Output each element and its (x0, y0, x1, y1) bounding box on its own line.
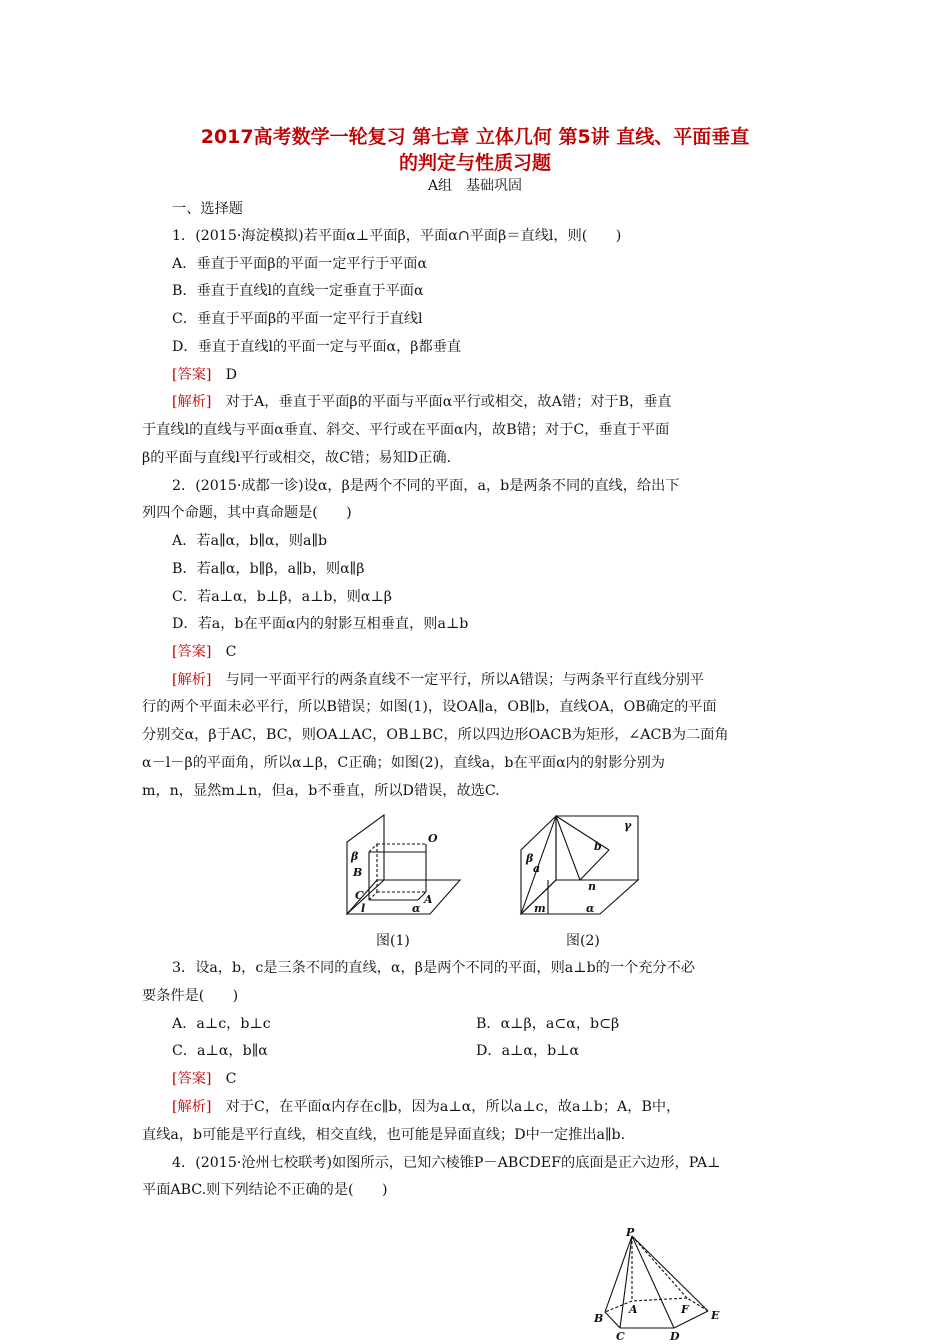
q2-option-b: B．若a∥α，b∥β，a∥b，则α∥β (172, 561, 365, 577)
pyr-label-e: E (711, 1309, 720, 1322)
q3-analysis-line1 (172, 1097, 680, 1117)
q3-stem-line2: 要条件是( ) (142, 988, 239, 1004)
fig1-label-alpha: α (412, 902, 421, 915)
fig2-label-beta: β (526, 852, 534, 865)
q1-answer (172, 365, 237, 385)
fig2-label-alpha: α (586, 902, 595, 915)
fig2-caption: 图(2) (566, 933, 600, 949)
figure-2 (514, 810, 644, 920)
q2-analysis-line4: α－l－β的平面角，所以α⊥β，C正确；如图(2)，直线a，b在平面α内的射影分别为 (142, 755, 665, 771)
analysis-tag: [解析] (172, 1099, 212, 1115)
figure-pyramid (590, 1226, 730, 1344)
fig1-label-a: A (424, 893, 433, 906)
doc-subtitle: A组 基础巩固 (427, 178, 523, 194)
fig2-label-n: n (588, 880, 596, 893)
analysis-text: 与同一平面平行的两条直线不一定平行，所以A错误；与两条平行直线分别平 (225, 672, 705, 688)
q2-option-d: D．若a，b在平面α内的射影互相垂直，则a⊥b (172, 616, 469, 632)
fig2-label-b: b (594, 840, 602, 853)
fig2-label-m: m (534, 902, 546, 915)
answer-value: C (225, 1071, 237, 1087)
q1-option-a: A．垂直于平面β的平面一定平行于平面α (172, 256, 428, 272)
fig1-label-o: O (428, 832, 438, 845)
q3-option-c: C．a⊥α，b∥α (172, 1043, 268, 1059)
pyr-label-f: F (681, 1303, 689, 1316)
pyr-label-c: C (616, 1330, 625, 1343)
fig2-label-gamma: γ (624, 819, 632, 832)
q3-option-d: D．a⊥α，b⊥α (476, 1043, 580, 1059)
q1-option-d: D．垂直于直线l的平面一定与平面α，β都垂直 (172, 339, 462, 355)
pyr-label-b: B (594, 1312, 604, 1325)
answer-tag: [答案] (172, 367, 212, 383)
q3-option-a: A．a⊥c，b⊥c (172, 1016, 271, 1032)
answer-tag: [答案] (172, 1071, 212, 1087)
fig1-label-beta: β (351, 850, 359, 863)
analysis-tag: [解析] (172, 672, 212, 688)
fig1-label-c: C (355, 889, 364, 902)
q3-answer (172, 1069, 237, 1089)
analysis-text: 对于C，在平面α内存在c∥b，因为a⊥α，所以a⊥c，故a⊥b；A，B中， (225, 1099, 681, 1115)
q3-option-b: B．α⊥β，a⊂α，b⊂β (476, 1016, 620, 1032)
q3-analysis-line2: 直线a，b可能是平行直线，相交直线，也可能是异面直线；D中一定推出a∥b. (142, 1127, 626, 1143)
q4-stem-line2: 平面ABC.则下列结论不正确的是( ) (142, 1182, 388, 1198)
q2-analysis-line2: 行的两个平面未必平行，所以B错误；如图(1)，设OA∥a，OB∥b，直线OA，OB确定的平面 (142, 699, 717, 715)
q4-stem-line1: 4．(2015·沧州七校联考)如图所示，已知六棱锥P－ABCDEF的底面是正六边形，PA⊥ (172, 1155, 721, 1171)
q2-answer (172, 642, 237, 662)
q2-option-a: A．若a∥α，b∥α，则a∥b (172, 533, 328, 549)
q2-analysis-line3: 分别交α，β于AC，BC，则OA⊥AC，OB⊥BC，所以四边形OACB为矩形，∠ACB为二面角 (142, 727, 729, 743)
fig2-label-a: a (533, 862, 541, 875)
answer-value: D (225, 367, 238, 383)
q1-stem: 1．(2015·海淀模拟)若平面α⊥平面β，平面α∩平面β＝直线l，则( ) (172, 228, 622, 244)
q1-option-c: C．垂直于平面β的平面一定平行于直线l (172, 311, 423, 327)
doc-title-line2: 的判定与性质习题 (398, 152, 551, 174)
q1-analysis-line3: β的平面与直线l平行或相交，故C错；易知D正确. (142, 450, 452, 466)
q3-stem-line1: 3．设a，b，c是三条不同的直线，α，β是两个不同的平面，则a⊥b的一个充分不必 (172, 960, 695, 976)
doc-title-line1: 2017高考数学一轮复习 第七章 立体几何 第5讲 直线、平面垂直 (200, 126, 750, 148)
fig1-caption: 图(1) (376, 933, 410, 949)
q2-analysis-line5: m，n，显然m⊥n，但a，b不垂直，所以D错误，故选C. (142, 783, 500, 799)
figure-1 (340, 812, 464, 918)
analysis-tag: [解析] (172, 394, 212, 410)
fig1-label-b: B (353, 866, 363, 879)
answer-tag: [答案] (172, 644, 212, 660)
q2-stem-line2: 列四个命题，其中真命题是( ) (142, 505, 352, 521)
pyr-label-d: D (670, 1330, 680, 1343)
q2-analysis-line1 (172, 670, 704, 690)
q1-analysis-line1 (172, 392, 672, 412)
fig1-label-l: l (361, 902, 366, 915)
q2-stem-line1: 2．(2015·成都一诊)设α，β是两个不同的平面，a，b是两条不同的直线，给出下 (172, 478, 680, 494)
q2-option-c: C．若a⊥α，b⊥β，a⊥b，则α⊥β (172, 589, 392, 605)
q1-analysis-line2: 于直线l的直线与平面α垂直、斜交、平行或在平面α内，故B错；对于C，垂直于平面 (142, 422, 670, 438)
pyr-label-a: A (629, 1303, 638, 1316)
pyr-label-p: P (626, 1226, 635, 1239)
analysis-text: 对于A，垂直于平面β的平面与平面α平行或相交，故A错；对于B，垂直 (225, 394, 672, 410)
section-heading: 一、选择题 (172, 201, 243, 217)
answer-value: C (225, 644, 237, 660)
q1-option-b: B．垂直于直线l的直线一定垂直于平面α (172, 283, 424, 299)
